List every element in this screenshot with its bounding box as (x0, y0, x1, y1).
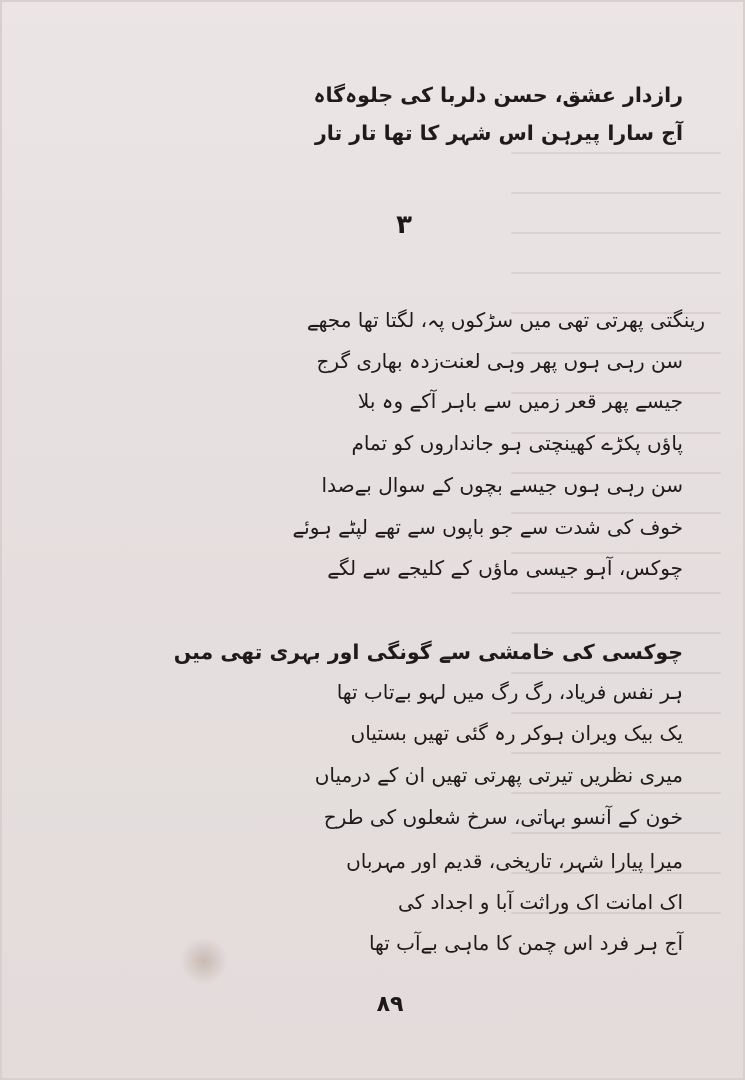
poem-line: پاؤں پکڑے کھینچتی ہو جانداروں کو تمام (351, 431, 683, 455)
poem-line: چوکسی کی خامشی سے گونگی اور بہری تھی میں (173, 640, 683, 664)
poem-line: خون کے آنسو بہاتی، سرخ شعلوں کی طرح (323, 805, 683, 829)
poem-line: میرا پیارا شہر، تاریخی، قدیم اور مہرباں (346, 849, 683, 873)
poem-line: یک بیک ویران ہوکر رہ گئی تھیں بستیاں (350, 721, 683, 745)
poem-line: میری نظریں تیرتی پھرتی تھیں ان کے درمیاں (314, 763, 683, 787)
poem-line: اک امانت اک وراثت آبا و اجداد کی (397, 890, 683, 914)
poem-line: رینگتی پھرتی تھی میں سڑکوں پہ، لگتا تھا مجھے (306, 308, 705, 332)
poem-line: آج سارا پیرہن اس شہر کا تھا تار تار (314, 121, 683, 145)
poem-line: رازدار عشق، حسن دلربا کی جلوہ‌گاہ (313, 83, 683, 107)
poem-line: جیسے پھر قعر زمیں سے باہر آکے وہ بلا (357, 389, 683, 413)
poem-line: سن رہی ہوں پھر وہی لعنت‌زدہ بھاری گرج (316, 349, 683, 373)
paper-stain (180, 937, 228, 985)
poem-line: چوکس، آہو جیسی ماؤں کے کلیجے سے لگے (327, 556, 683, 580)
poem-line: آج ہر فرد اس چمن کا ماہی بے‌آب تھا (368, 931, 683, 955)
section-number: ۳ (396, 210, 412, 240)
poem-line: ہر نفس فریاد، رگ رگ میں لہو بے‌تاب تھا (336, 680, 683, 704)
poem-line: خوف کی شدت سے جو باپوں سے تھے لپٹے ہوئے (292, 515, 683, 539)
page-number: ۸۹ (376, 992, 404, 1017)
poem-line: سن رہی ہوں جیسے بچوں کے سوال بے‌صدا (321, 473, 683, 497)
